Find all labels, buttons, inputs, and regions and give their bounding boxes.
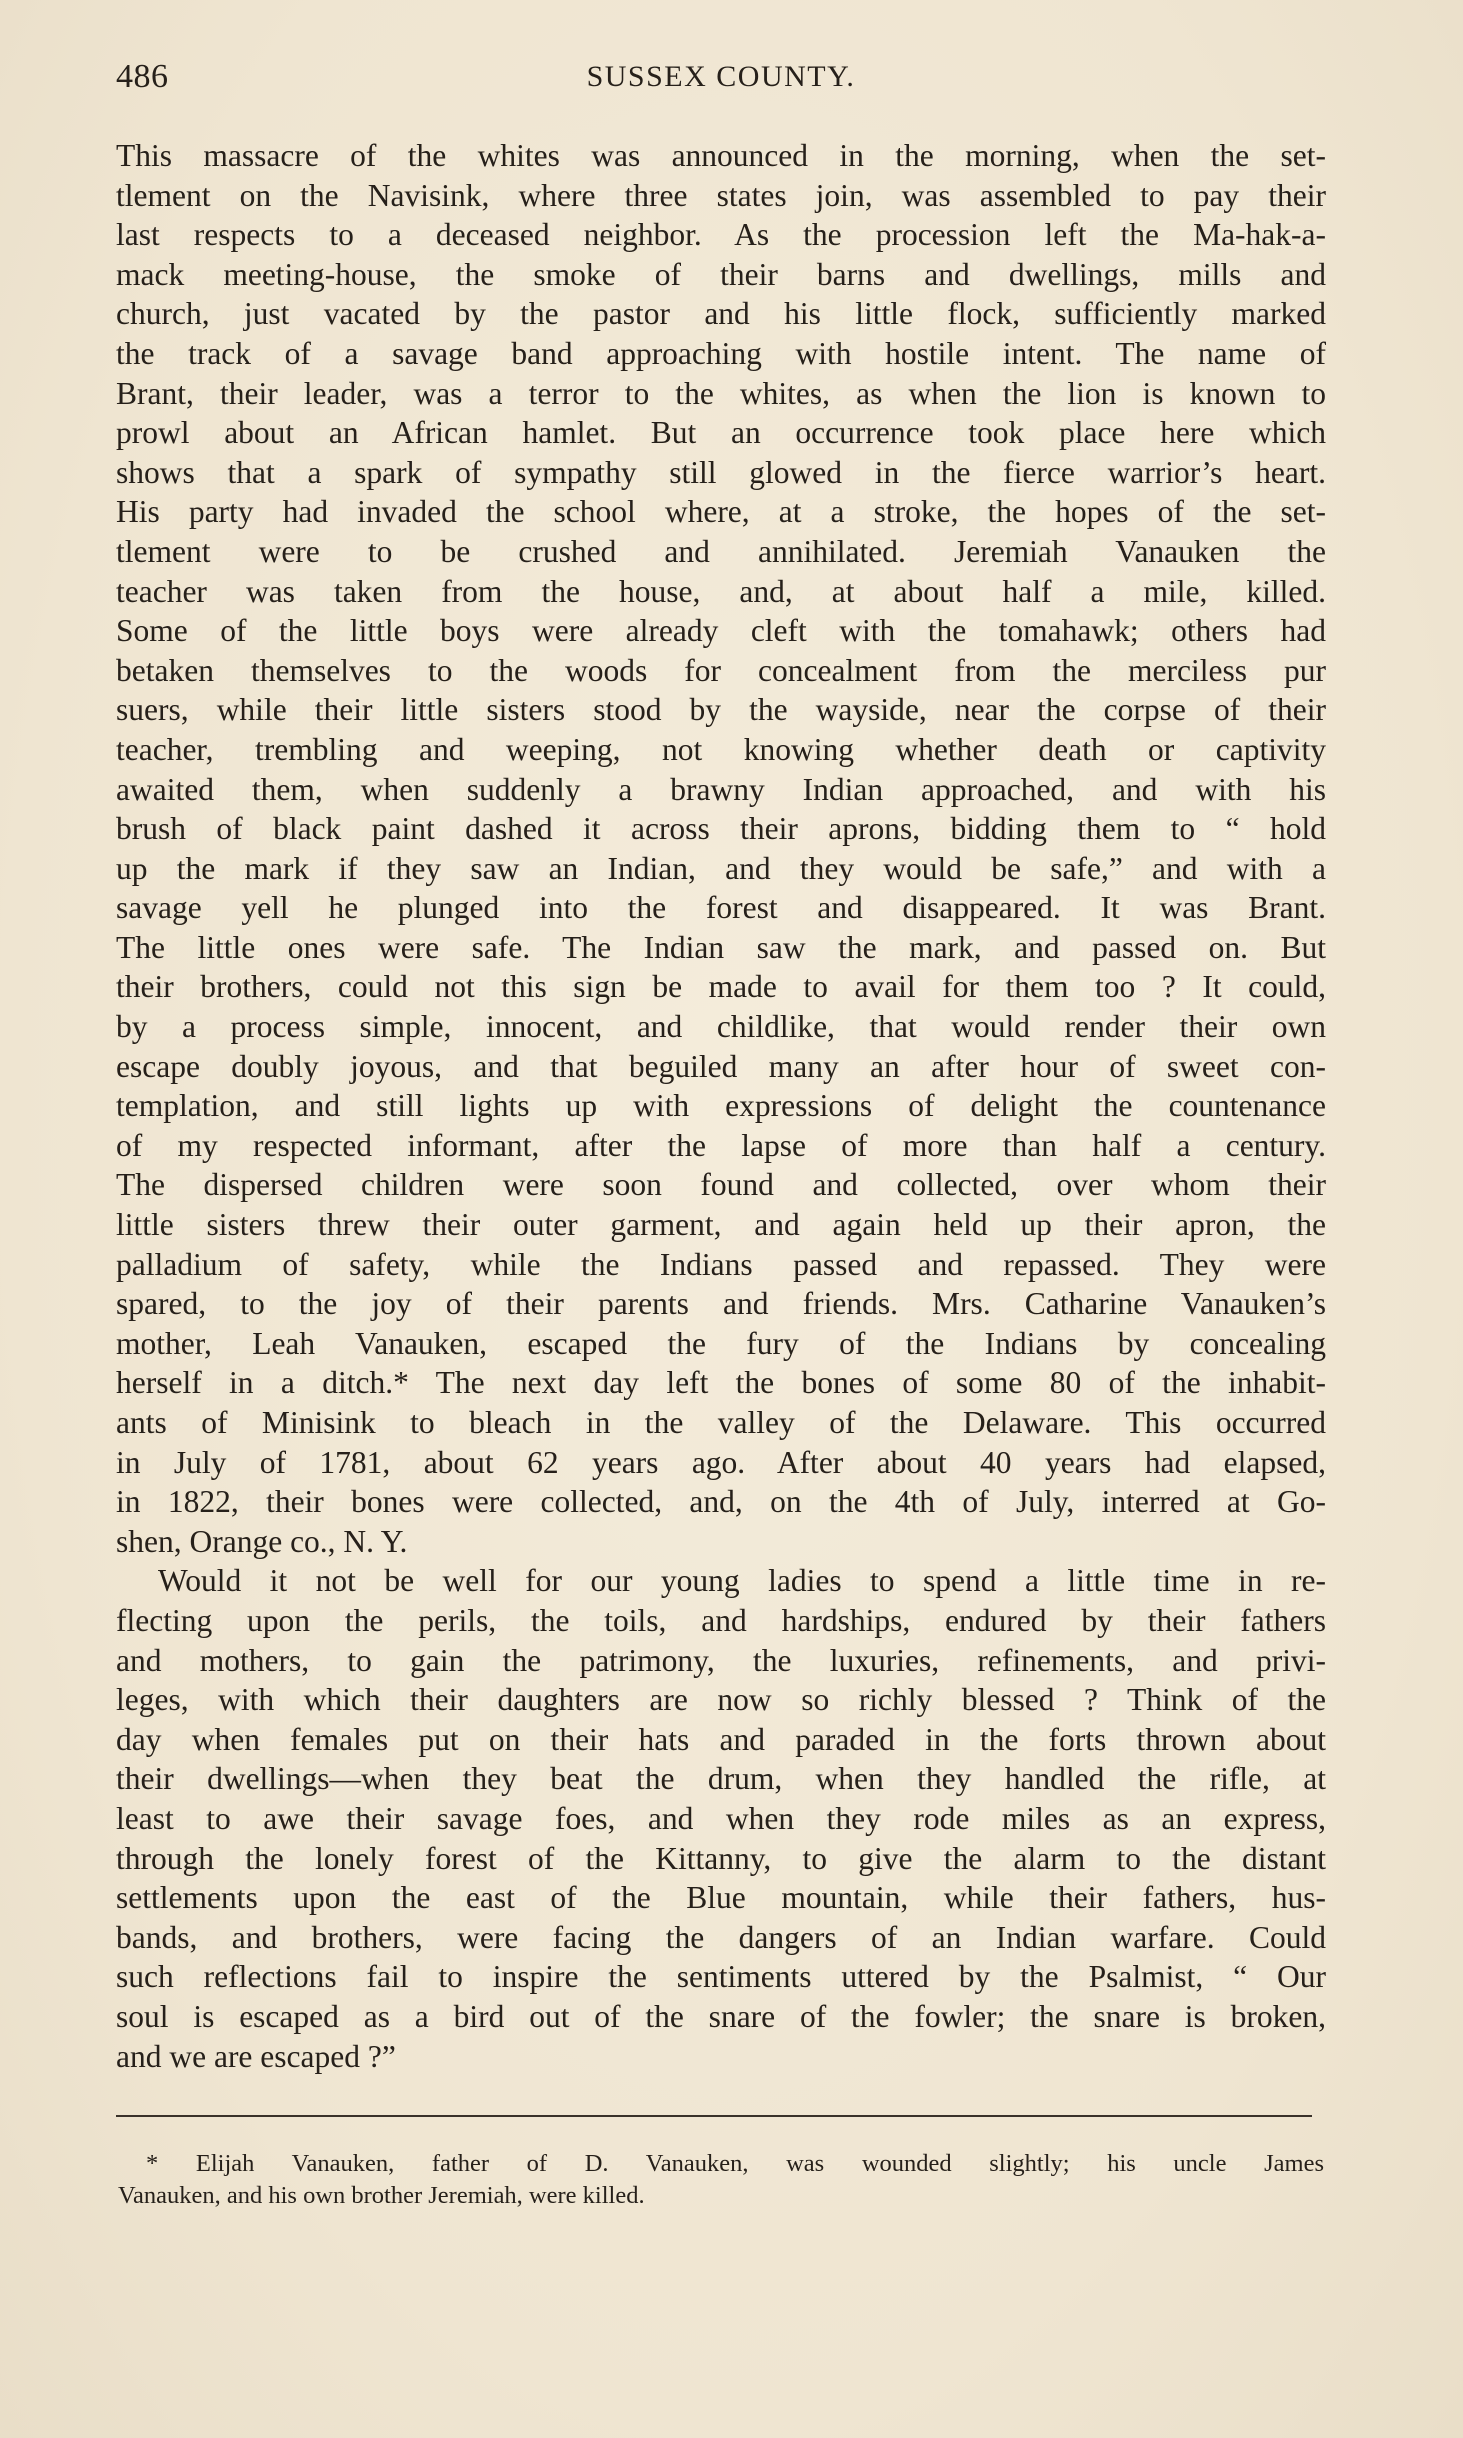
paragraph2-line: and we are escaped ?”	[116, 2038, 396, 2074]
paragraph1-line: teacher was taken from the house, and, at about half a mile, killed.	[116, 573, 1326, 609]
paragraph1-line: of my respected informant, after the lapse of more than half a century.	[116, 1127, 1326, 1163]
paragraph1-line: templation, and still lights up with expressions of delight the countenance	[116, 1088, 1326, 1124]
paragraph1-line: their brothers, could not this sign be made to avail for them too ? It could,	[116, 969, 1326, 1005]
paragraph1-line: The little ones were safe. The Indian saw the mark, and passed on. But	[116, 929, 1326, 965]
paragraph1-line: palladium of safety, while the Indians passed and repassed. They were	[116, 1246, 1326, 1282]
footnote	[118, 2148, 1324, 2212]
paragraph1-line: shows that a spark of sympathy still glowed in the fierce warrior’s heart.	[116, 454, 1326, 490]
paragraph1-line: in July of 1781, about 62 years ago. After about 40 years had elapsed,	[116, 1444, 1326, 1480]
page-number: 486	[116, 58, 169, 95]
paragraph2-line: through the lonely forest of the Kittanny, to give the alarm to the distant	[116, 1840, 1326, 1876]
paragraph1-line: prowl about an African hamlet. But an occurrence took place here which	[116, 415, 1326, 451]
paragraph2-line: Would it not be well for our young ladies to spend a little time in re-	[158, 1563, 1326, 1599]
paragraph2-line: such reflections fail to inspire the sentiments uttered by the Psalmist, “ Our	[116, 1959, 1326, 1995]
paragraph1-line: by a process simple, innocent, and childlike, that would render their own	[116, 1009, 1326, 1045]
paragraph1-line: suers, while their little sisters stood by the wayside, near the corpse of their	[116, 692, 1326, 728]
paragraph2-line: bands, and brothers, were facing the dangers of an Indian warfare. Could	[116, 1919, 1326, 1955]
paragraph2-line: leges, with which their daughters are now so richly blessed ? Think of the	[116, 1682, 1326, 1718]
paragraph1-line: church, just vacated by the pastor and his little flock, sufficiently marked	[116, 296, 1326, 332]
paragraph1-line: awaited them, when suddenly a brawny Indian approached, and with his	[116, 771, 1326, 807]
paragraph1-line: His party had invaded the school where, at a stroke, the hopes of the set-	[116, 494, 1326, 530]
paragraph1-line: ants of Minisink to bleach in the valley of the Delaware. This occurred	[116, 1405, 1326, 1440]
paragraph1-line: last respects to a deceased neighbor. As the procession left the Ma-hak-a-	[116, 217, 1326, 253]
paragraph-massacre	[116, 136, 1326, 1561]
paragraph1-line: herself in a ditch.* The next day left the bones of some 80 of the inhabit-	[116, 1365, 1326, 1401]
paragraph2-line: and mothers, to gain the patrimony, the luxuries, refinements, and privi-	[116, 1642, 1326, 1678]
paragraph1-line: the track of a savage band approaching with hostile intent. The name of	[116, 335, 1326, 371]
paragraph1-line: little sisters threw their outer garment, and again held up their apron, the	[116, 1207, 1326, 1243]
paragraph1-line: spared, to the joy of their parents and friends. Mrs. Catharine Vanauken’s	[116, 1286, 1326, 1322]
paragraph1-line: brush of black paint dashed it across their aprons, bidding them to “ hold	[116, 811, 1326, 847]
paragraph1-line: up the mark if they saw an Indian, and they would be safe,” and with a	[116, 850, 1326, 886]
paragraph2-line: their dwellings—when they beat the drum, when they handled the rifle, at	[116, 1761, 1326, 1797]
footnote-line: * Elijah Vanauken, father of D. Vanauken, was wounded slightly; his uncle James	[146, 2150, 1324, 2177]
paragraph1-line: tlement on the Navisink, where three states join, was assembled to pay their	[116, 177, 1326, 213]
paragraph1-line: in 1822, their bones were collected, and, on the 4th of July, interred at Go-	[116, 1484, 1326, 1520]
paragraph1-line: betaken themselves to the woods for concealment from the merciless pur	[116, 652, 1326, 688]
running-head: SUSSEX COUNTY.	[586, 60, 856, 93]
paragraph1-line: The dispersed children were soon found and collected, over whom their	[116, 1167, 1326, 1203]
paragraph2-line: least to awe their savage foes, and when they rode miles as an express,	[116, 1800, 1326, 1836]
paragraph1-line: teacher, trembling and weeping, not knowing whether death or captivity	[116, 731, 1326, 767]
paragraph1-line: mack meeting-house, the smoke of their barns and dwellings, mills and	[116, 256, 1326, 292]
paragraph1-line: This massacre of the whites was announced in the morning, when the set-	[116, 138, 1326, 173]
page-header	[116, 58, 1326, 102]
paragraph1-line: savage yell he plunged into the forest and disappeared. It was Brant.	[116, 890, 1326, 926]
body-text	[116, 136, 1326, 2076]
footnote-rule	[116, 2115, 1312, 2117]
paragraph1-line: mother, Leah Vanauken, escaped the fury of the Indians by concealing	[116, 1325, 1326, 1361]
paragraph-reflection	[116, 1561, 1326, 2076]
paragraph2-line: day when females put on their hats and paraded in the forts thrown about	[116, 1721, 1326, 1757]
paragraph2-line: flecting upon the perils, the toils, and hardships, endured by their fathers	[116, 1602, 1326, 1638]
paragraph2-line: settlements upon the east of the Blue mountain, while their fathers, hus-	[116, 1880, 1326, 1916]
paragraph1-line: tlement were to be crushed and annihilated. Jeremiah Vanauken the	[116, 533, 1326, 569]
paragraph1-line: escape doubly joyous, and that beguiled many an after hour of sweet con-	[116, 1048, 1326, 1084]
footnote-line: Vanauken, and his own brother Jeremiah, were killed.	[118, 2182, 645, 2209]
paragraph1-line: shen, Orange co., N. Y.	[116, 1523, 408, 1559]
paragraph1-line: Some of the little boys were already cleft with the tomahawk; others had	[116, 613, 1326, 649]
paragraph1-line: Brant, their leader, was a terror to the whites, as when the lion is known to	[116, 375, 1326, 411]
paragraph2-line: soul is escaped as a bird out of the snare of the fowler; the snare is broken,	[116, 1998, 1326, 2034]
